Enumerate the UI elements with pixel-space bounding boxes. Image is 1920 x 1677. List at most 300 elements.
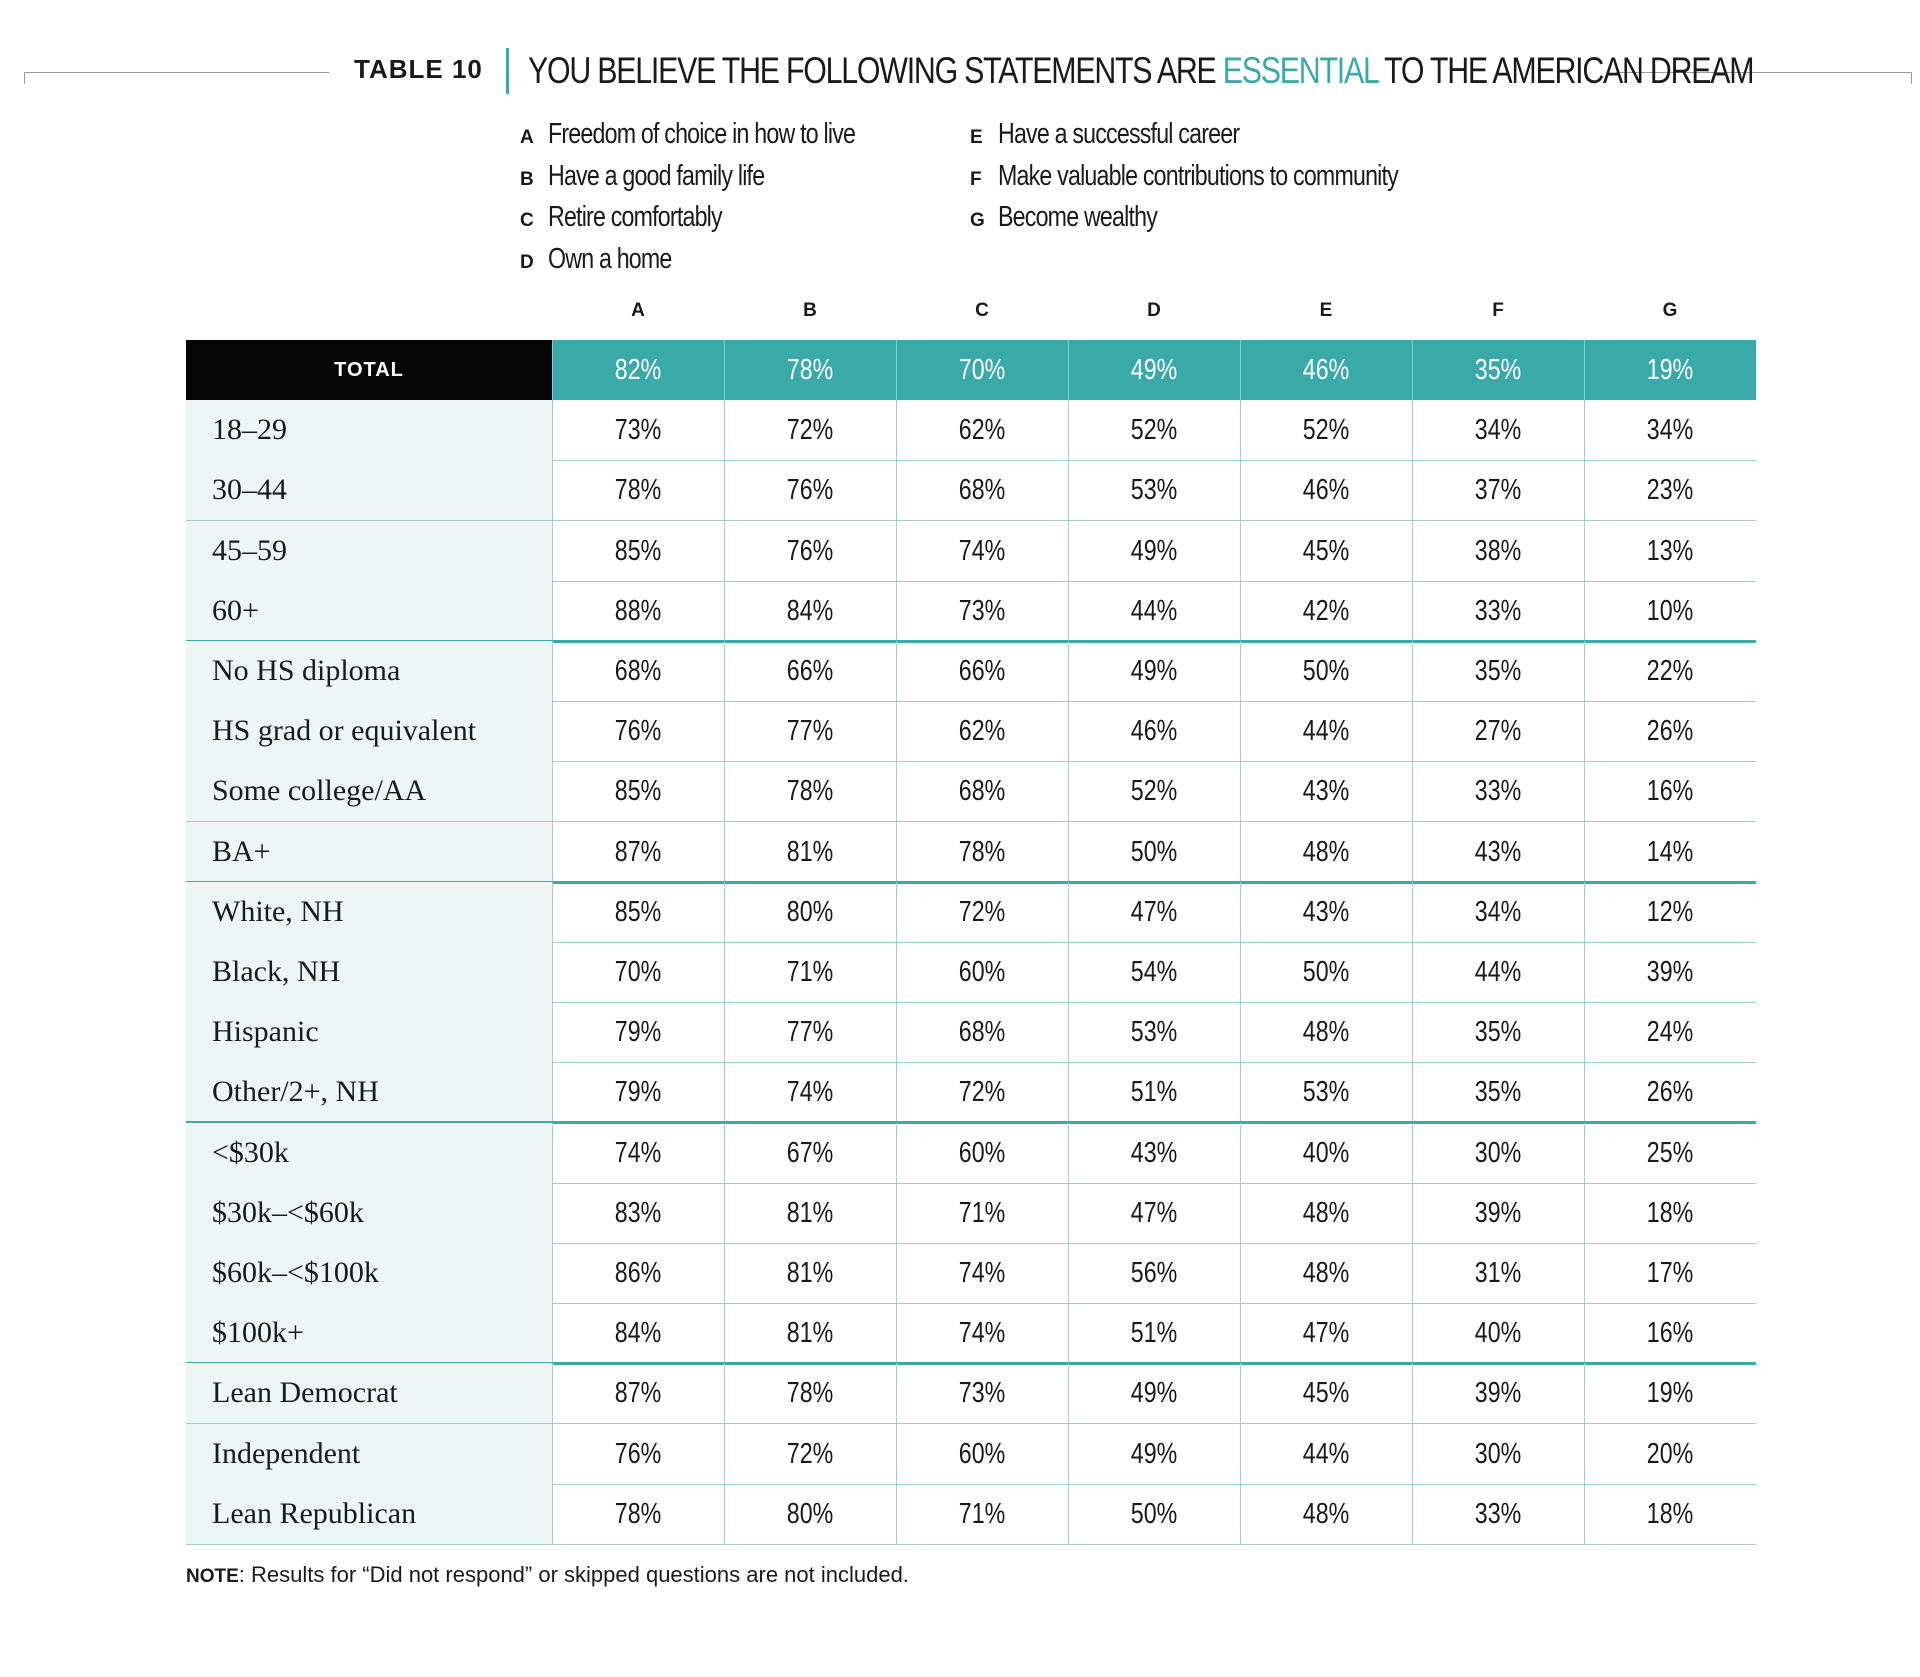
cell-value: 40%	[1475, 1317, 1522, 1350]
cell-value: 87%	[615, 1377, 662, 1410]
cell-b	[724, 521, 896, 581]
table-row	[186, 1484, 1756, 1544]
row-label: Other/2+, NH	[186, 1062, 552, 1122]
cell-a	[552, 1123, 724, 1183]
cell-g	[1584, 521, 1756, 581]
cell-b	[724, 1243, 896, 1303]
cell-value: 16%	[1647, 775, 1694, 808]
cell-value: 77%	[787, 715, 834, 748]
cell-g	[1584, 581, 1756, 641]
row-label: $30k–<$60k	[186, 1183, 552, 1243]
cell-g	[1584, 822, 1756, 882]
cell-b	[724, 460, 896, 520]
cell-value: 19%	[1647, 1377, 1694, 1410]
cell-value: 46%	[1131, 715, 1178, 748]
cell-value: 74%	[959, 1257, 1006, 1289]
cell-value: 77%	[787, 1016, 834, 1049]
cell-e	[1240, 942, 1412, 1002]
cell-value: 26%	[1647, 715, 1694, 748]
title-part-1: YOU BELIEVE THE FOLLOWING STATEMENTS ARE	[528, 50, 1223, 91]
cell-value: 42%	[1303, 594, 1350, 627]
cell-value: 50%	[1303, 956, 1350, 988]
cell-b	[724, 641, 896, 701]
table-row	[186, 761, 1756, 821]
cell-value: 47%	[1131, 895, 1178, 928]
cell-value: 72%	[959, 895, 1006, 928]
table-row	[186, 1303, 1756, 1363]
cell-value: 80%	[787, 1497, 834, 1530]
cell-value: 52%	[1303, 414, 1350, 447]
legend-letter: C	[520, 210, 534, 231]
cell-a	[552, 340, 724, 400]
cell-a	[552, 400, 724, 460]
cell-c	[896, 1183, 1068, 1243]
cell-value: 33%	[1475, 1497, 1522, 1530]
cell-d	[1068, 521, 1240, 581]
cell-e	[1240, 761, 1412, 821]
legend-letter: E	[970, 127, 983, 148]
cell-f	[1412, 460, 1584, 520]
cell-g	[1584, 400, 1756, 460]
legend-letter: B	[520, 169, 534, 190]
cell-b	[724, 581, 896, 641]
cell-b	[724, 1484, 896, 1544]
legend-letter: D	[520, 252, 534, 273]
cell-b	[724, 1123, 896, 1183]
cell-e	[1240, 822, 1412, 882]
cell-d	[1068, 1424, 1240, 1484]
cell-a	[552, 460, 724, 520]
cell-d	[1068, 1363, 1240, 1423]
row-label: HS grad or equivalent	[186, 701, 552, 761]
cell-e	[1240, 521, 1412, 581]
legend-letter: F	[970, 169, 982, 190]
cell-g	[1584, 460, 1756, 520]
row-label: Independent	[186, 1424, 552, 1484]
cell-value: 74%	[959, 534, 1006, 567]
cell-c	[896, 641, 1068, 701]
legend-item-g	[970, 201, 1197, 234]
cell-value: 51%	[1131, 1076, 1178, 1109]
table-row	[186, 581, 1756, 641]
cell-c	[896, 942, 1068, 1002]
footnote-text: : Results for “Did not respond” or skipped questions are not included.	[238, 1562, 909, 1587]
cell-g	[1584, 1363, 1756, 1423]
cell-f	[1412, 1243, 1584, 1303]
cell-value: 74%	[959, 1317, 1006, 1350]
cell-value: 12%	[1647, 895, 1694, 928]
column-header-c: C	[975, 300, 989, 321]
cell-c	[896, 701, 1068, 761]
cell-d	[1068, 1243, 1240, 1303]
cell-a	[552, 701, 724, 761]
cell-d	[1068, 641, 1240, 701]
cell-value: 73%	[959, 1377, 1006, 1410]
cell-c	[896, 1303, 1068, 1363]
cell-value: 53%	[1303, 1076, 1350, 1109]
legend-letter: A	[520, 127, 534, 148]
cell-value: 81%	[787, 1257, 834, 1289]
cell-a	[552, 1484, 724, 1544]
cell-d	[1068, 1062, 1240, 1122]
cell-value: 85%	[615, 895, 662, 928]
cell-e	[1240, 1303, 1412, 1363]
cell-value: 48%	[1303, 1016, 1350, 1049]
cell-value: 51%	[1131, 1317, 1178, 1350]
footnote	[186, 1562, 909, 1588]
cell-value: 34%	[1475, 895, 1522, 928]
cell-c	[896, 460, 1068, 520]
footnote-label: NOTE	[186, 1566, 239, 1587]
cell-value: 76%	[615, 715, 662, 748]
cell-value: 60%	[959, 1136, 1006, 1169]
title-accent: ESSENTIAL	[1222, 50, 1378, 91]
legend-text: Have a successful career	[998, 118, 1240, 150]
cell-d	[1068, 400, 1240, 460]
cell-value: 78%	[787, 354, 834, 386]
cell-f	[1412, 581, 1584, 641]
cell-value: 82%	[615, 354, 662, 386]
cell-g	[1584, 761, 1756, 821]
table-row	[186, 942, 1756, 1002]
cell-f	[1412, 1303, 1584, 1363]
cell-c	[896, 340, 1068, 400]
cell-f	[1412, 1183, 1584, 1243]
cell-value: 74%	[615, 1136, 662, 1169]
legend-text: Have a good family life	[548, 160, 765, 192]
cell-f	[1412, 761, 1584, 821]
cell-g	[1584, 942, 1756, 1002]
cell-value: 43%	[1303, 895, 1350, 928]
cell-e	[1240, 1424, 1412, 1484]
legend-text: Freedom of choice in how to live	[548, 118, 856, 150]
cell-c	[896, 882, 1068, 942]
cell-c	[896, 1363, 1068, 1423]
cell-d	[1068, 942, 1240, 1002]
cell-a	[552, 1424, 724, 1484]
cell-value: 18%	[1647, 1497, 1694, 1530]
cell-value: 27%	[1475, 715, 1522, 748]
cell-f	[1412, 521, 1584, 581]
cell-a	[552, 1062, 724, 1122]
cell-b	[724, 1303, 896, 1363]
cell-value: 72%	[787, 414, 834, 447]
table-row	[186, 1062, 1756, 1122]
table-row	[186, 641, 1756, 701]
legend-item-b	[520, 160, 818, 193]
cell-d	[1068, 340, 1240, 400]
cell-value: 85%	[615, 534, 662, 567]
cell-value: 83%	[615, 1196, 662, 1229]
cell-e	[1240, 641, 1412, 701]
cell-value: 43%	[1131, 1136, 1178, 1169]
cell-value: 30%	[1475, 1437, 1522, 1470]
cell-e	[1240, 400, 1412, 460]
row-label: Some college/AA	[186, 761, 552, 821]
cell-b	[724, 882, 896, 942]
cell-value: 71%	[959, 1497, 1006, 1530]
cell-f	[1412, 701, 1584, 761]
cell-c	[896, 761, 1068, 821]
cell-b	[724, 942, 896, 1002]
cell-b	[724, 761, 896, 821]
column-header-a: A	[631, 300, 645, 321]
cell-b	[724, 1363, 896, 1423]
cell-value: 43%	[1475, 835, 1522, 868]
row-label: Black, NH	[186, 942, 552, 1002]
cell-g	[1584, 1243, 1756, 1303]
cell-b	[724, 400, 896, 460]
cell-e	[1240, 882, 1412, 942]
cell-g	[1584, 1002, 1756, 1062]
row-label: 18–29	[186, 400, 552, 460]
cell-value: 48%	[1303, 1196, 1350, 1229]
cell-value: 30%	[1475, 1136, 1522, 1169]
cell-c	[896, 1484, 1068, 1544]
cell-value: 68%	[959, 474, 1006, 507]
cell-e	[1240, 1062, 1412, 1122]
cell-a	[552, 822, 724, 882]
cell-value: 78%	[959, 835, 1006, 868]
cell-value: 72%	[787, 1437, 834, 1470]
cell-c	[896, 581, 1068, 641]
legend-text: Retire comfortably	[548, 201, 722, 233]
cell-d	[1068, 761, 1240, 821]
cell-value: 33%	[1475, 775, 1522, 808]
cell-value: 39%	[1475, 1377, 1522, 1410]
table-row	[186, 822, 1756, 882]
cell-a	[552, 1002, 724, 1062]
row-label: 30–44	[186, 460, 552, 520]
cell-a	[552, 521, 724, 581]
cell-c	[896, 1062, 1068, 1122]
cell-a	[552, 882, 724, 942]
row-label: White, NH	[186, 882, 552, 942]
cell-value: 45%	[1303, 534, 1350, 567]
cell-value: 35%	[1475, 1016, 1522, 1049]
row-label: Hispanic	[186, 1002, 552, 1062]
cell-e	[1240, 460, 1412, 520]
cell-a	[552, 1243, 724, 1303]
cell-a	[552, 581, 724, 641]
table-row	[186, 1243, 1756, 1303]
cell-value: 47%	[1131, 1196, 1178, 1229]
cell-value: 31%	[1475, 1257, 1522, 1289]
cell-value: 76%	[787, 474, 834, 507]
cell-g	[1584, 1484, 1756, 1544]
header-rule-left	[24, 72, 329, 73]
cell-value: 46%	[1303, 474, 1350, 507]
cell-value: 35%	[1475, 354, 1522, 386]
cell-value: 39%	[1647, 956, 1694, 988]
cell-c	[896, 1243, 1068, 1303]
table-row	[186, 400, 1756, 460]
table-title	[528, 50, 1753, 92]
cell-value: 66%	[787, 655, 834, 687]
cell-value: 87%	[615, 835, 662, 868]
cell-e	[1240, 581, 1412, 641]
cell-f	[1412, 942, 1584, 1002]
row-label: 45–59	[186, 521, 552, 581]
table-row	[186, 1123, 1756, 1183]
cell-value: 81%	[787, 835, 834, 868]
legend-text: Become wealthy	[998, 201, 1158, 233]
cell-value: 50%	[1131, 1497, 1178, 1530]
cell-b	[724, 701, 896, 761]
cell-value: 68%	[959, 775, 1006, 808]
cell-value: 66%	[959, 655, 1006, 687]
cell-value: 22%	[1647, 655, 1694, 687]
cell-value: 53%	[1131, 1016, 1178, 1049]
cell-value: 13%	[1647, 534, 1694, 567]
cell-value: 76%	[615, 1437, 662, 1470]
cell-value: 14%	[1647, 835, 1694, 868]
cell-value: 50%	[1303, 655, 1350, 687]
cell-value: 54%	[1131, 956, 1178, 988]
cell-value: 33%	[1475, 594, 1522, 627]
table-row	[186, 701, 1756, 761]
cell-g	[1584, 340, 1756, 400]
cell-value: 52%	[1131, 775, 1178, 808]
cell-value: 16%	[1647, 1317, 1694, 1350]
cell-value: 68%	[959, 1016, 1006, 1049]
legend-item-e	[970, 118, 1300, 151]
table-row	[186, 1183, 1756, 1243]
cell-value: 20%	[1647, 1437, 1694, 1470]
cell-value: 78%	[615, 474, 662, 507]
cell-value: 24%	[1647, 1016, 1694, 1049]
cell-c	[896, 400, 1068, 460]
cell-value: 78%	[787, 1377, 834, 1410]
row-label: $100k+	[186, 1303, 552, 1363]
row-label: Lean Republican	[186, 1484, 552, 1544]
cell-f	[1412, 340, 1584, 400]
row-label: No HS diploma	[186, 641, 552, 701]
cell-d	[1068, 460, 1240, 520]
cell-value: 48%	[1303, 1497, 1350, 1530]
cell-g	[1584, 1303, 1756, 1363]
total-label: TOTAL	[186, 340, 552, 400]
cell-value: 40%	[1303, 1136, 1350, 1169]
cell-value: 79%	[615, 1076, 662, 1109]
cell-a	[552, 1183, 724, 1243]
cell-value: 80%	[787, 895, 834, 928]
cell-value: 73%	[959, 594, 1006, 627]
column-header-e: E	[1319, 300, 1333, 321]
cell-value: 60%	[959, 1437, 1006, 1470]
cell-a	[552, 942, 724, 1002]
table-row	[186, 460, 1756, 520]
cell-value: 10%	[1647, 594, 1694, 627]
cell-e	[1240, 701, 1412, 761]
cell-e	[1240, 1183, 1412, 1243]
table-label: TABLE 10	[354, 54, 483, 84]
cell-value: 48%	[1303, 835, 1350, 868]
table-row	[186, 1002, 1756, 1062]
cell-value: 71%	[959, 1196, 1006, 1229]
cell-value: 35%	[1475, 655, 1522, 687]
total-row	[186, 340, 1756, 400]
cell-value: 49%	[1131, 1377, 1178, 1410]
row-divider	[186, 1544, 1756, 1545]
cell-value: 84%	[787, 594, 834, 627]
cell-g	[1584, 882, 1756, 942]
cell-value: 78%	[787, 775, 834, 808]
cell-f	[1412, 1424, 1584, 1484]
cell-value: 45%	[1303, 1377, 1350, 1410]
cell-value: 44%	[1303, 1437, 1350, 1470]
cell-g	[1584, 1424, 1756, 1484]
cell-g	[1584, 1123, 1756, 1183]
cell-b	[724, 340, 896, 400]
cell-value: 76%	[787, 534, 834, 567]
table-row	[186, 1424, 1756, 1484]
row-label: <$30k	[186, 1123, 552, 1183]
cell-value: 60%	[959, 956, 1006, 988]
title-part-2: TO THE AMERICAN DREAM	[1377, 50, 1754, 91]
cell-value: 79%	[615, 1016, 662, 1049]
row-label: Lean Democrat	[186, 1363, 552, 1423]
cell-value: 49%	[1131, 354, 1178, 386]
cell-d	[1068, 1484, 1240, 1544]
cell-value: 53%	[1131, 474, 1178, 507]
cell-value: 52%	[1131, 414, 1178, 447]
cell-value: 67%	[787, 1136, 834, 1169]
cell-e	[1240, 1002, 1412, 1062]
legend-item-a	[520, 118, 932, 151]
legend-item-d	[520, 243, 702, 276]
row-label: 60+	[186, 581, 552, 641]
cell-a	[552, 641, 724, 701]
cell-value: 49%	[1131, 534, 1178, 567]
cell-a	[552, 1363, 724, 1423]
cell-value: 62%	[959, 715, 1006, 748]
cell-c	[896, 521, 1068, 581]
column-header-f: F	[1492, 300, 1504, 321]
cell-value: 35%	[1475, 1076, 1522, 1109]
cell-value: 56%	[1131, 1257, 1178, 1289]
cell-value: 86%	[615, 1257, 662, 1289]
cell-c	[896, 1002, 1068, 1062]
cell-e	[1240, 1123, 1412, 1183]
cell-value: 43%	[1303, 775, 1350, 808]
cell-value: 84%	[615, 1317, 662, 1350]
cell-f	[1412, 1123, 1584, 1183]
legend-item-f	[970, 160, 1498, 193]
column-header-g: G	[1662, 300, 1678, 321]
cell-b	[724, 1062, 896, 1122]
cell-value: 49%	[1131, 655, 1178, 687]
cell-a	[552, 761, 724, 821]
cell-value: 85%	[615, 775, 662, 808]
row-label: BA+	[186, 822, 552, 882]
cell-value: 37%	[1475, 474, 1522, 507]
cell-d	[1068, 1183, 1240, 1243]
cell-f	[1412, 822, 1584, 882]
cell-b	[724, 1002, 896, 1062]
cell-f	[1412, 1062, 1584, 1122]
cell-value: 73%	[615, 414, 662, 447]
cell-value: 49%	[1131, 1437, 1178, 1470]
cell-value: 26%	[1647, 1076, 1694, 1109]
legend-item-c	[520, 201, 765, 234]
cell-f	[1412, 882, 1584, 942]
cell-g	[1584, 1183, 1756, 1243]
cell-value: 46%	[1303, 354, 1350, 386]
cell-e	[1240, 1484, 1412, 1544]
cell-value: 38%	[1475, 534, 1522, 567]
cell-f	[1412, 1002, 1584, 1062]
